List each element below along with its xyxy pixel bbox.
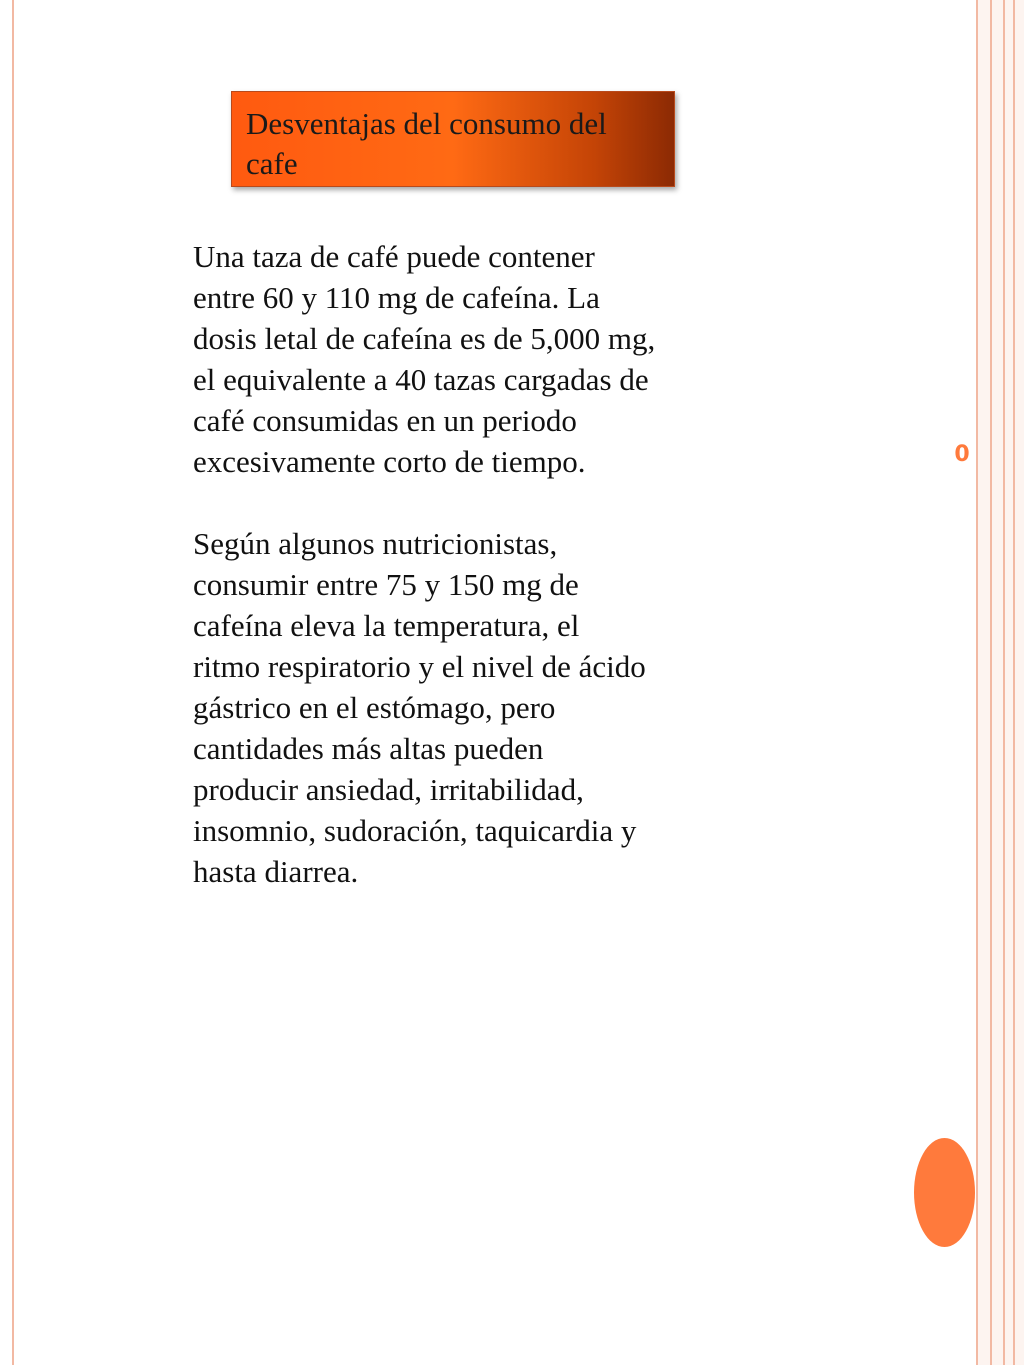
right-border-line [1003, 0, 1005, 1365]
orange-oval-decoration [914, 1138, 975, 1247]
left-border-line [12, 0, 14, 1365]
right-border-line [1013, 0, 1015, 1365]
slide-title: Desventajas del consumo del cafe [246, 106, 607, 181]
body-paragraph-2: Según algunos nutricionistas, consumir entre 75 y 150 mg de cafeína eleva la temperatura, el ritmo respiratorio y el nivel de ácido gástrico en el estómago, pero cantidades más altas pueden producir ansiedad, irritabilidad, insomnio, sudoración, taquicardia y hasta diarrea. [193, 526, 646, 889]
right-border-line [976, 0, 978, 1365]
slide-title-box [231, 91, 675, 187]
slide-number: 0 [954, 442, 970, 467]
right-border-line [990, 0, 992, 1365]
right-decorative-band [976, 0, 1024, 1365]
body-paragraph-1: Una taza de café puede contener entre 60 y 110 mg de cafeína. La dosis letal de cafeína es de 5,000 mg, el equivalente a 40 tazas cargadas de café consumidas en un periodo excesivamente corto de tiempo. [193, 239, 656, 479]
